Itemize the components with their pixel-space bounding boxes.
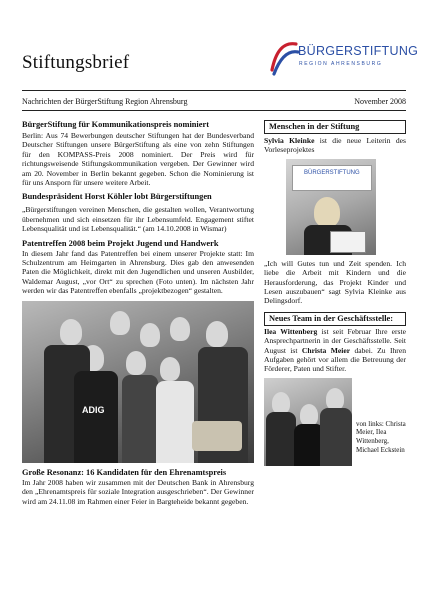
person-name-meier: Christa Meier (301, 345, 351, 355)
logo-mark-icon (268, 40, 300, 76)
box-team-heading: Neues Team in der Geschäftsstelle: (264, 312, 406, 326)
box-menschen-quote: „Ich will Gutes tun und Zeit spenden. Ich liebe die Arbeit mit Kindern und die Herausforderung, das Projekt Kinder und Lesen auszubauen“ sagt Sylvia Kleinke aus Delingsdorf. (264, 258, 406, 306)
article-koehler-text: „Bürgerstiftungen vereinen Menschen, die gestalten wollen, Verantwortung übernehmen und sich einsetzen für ihr Lebensumfeld. Engagement stiftet Lebensqualität und ist Lebensqualität.“ (am 14.10.2008 in Wismar) (22, 205, 254, 234)
article-kompass-heading: BürgerStiftung für Kommunikationspreis nominiert (22, 120, 209, 129)
article-kompass-text: Berlin: Aus 74 Bewerbungen deutscher Stiftungen hat der Bundesverband Deutscher Stiftungen unsere BürgerStiftung als eine von zehn Stiftungen für den KOMPASS-Preis 2008 nominiert. Der Preis wird für richtungsweisende Stiftungskommunikation vergeben. Der Gewinner wird am 20. November in Berlin bekannt gegeben. Schon die Nominierung ist für uns Ansporn für unsere weitere Arbeit. (22, 131, 254, 188)
box-menschen-intro (264, 136, 406, 155)
header-subtitle: Nachrichten der BürgerStiftung Region Ahrensburg (22, 97, 188, 106)
group-photo (22, 301, 254, 463)
foundation-logo (268, 40, 419, 80)
header-rule-bottom (22, 110, 406, 111)
header-date: November 2008 (354, 97, 406, 106)
kleinke-photo (286, 159, 376, 255)
logo-region-text: REGION AHRENSBURG (299, 61, 383, 67)
article-koehler-heading: Bundespräsident Horst Köhler lobt Bürgerstiftungen (22, 192, 212, 202)
article-patentreffen-heading: Patentreffen 2008 beim Projekt Jugend und Handwerk (22, 238, 219, 248)
box-menschen-heading: Menschen in der Stiftung (264, 120, 406, 134)
article-ehrenamt-heading: Große Resonanz: 16 Kandidaten für den Ehrenamtspreis (22, 467, 227, 477)
article-ehrenamt-text: Im Jahr 2008 haben wir zusammen mit der Deutschen Bank in Ahrensburg den „Ehrenamtspreis für soziale Integration ausgeschrieben“. Der Gewinner wird am 24.11.08 im Rahmen einer Feier in Bargteheide bekannt gegeben. (22, 477, 254, 506)
team-photo-caption: von links: Christa Meier, Ilea Wittenberg, Michael Eckstein (356, 419, 406, 454)
box-team-text-part1: ist seit Februar Ihre erste Ansprechpartnerin in der Geschäftsstelle. Seit August ist (264, 326, 406, 355)
box-menschen-intro-text: ist die neue Leiterin des Vorleseprojektes (264, 136, 407, 155)
person-name-kleinke: Sylvia Kleinke (264, 136, 315, 145)
team-photo (264, 378, 352, 466)
box-team-text (264, 327, 406, 374)
kleinke-photo-sign-text: BÜRGERSTIFTUNG (304, 169, 360, 176)
main-column (22, 120, 254, 506)
newsletter-title: Stiftungsbrief (22, 52, 130, 73)
logo-brand-text: BÜRGERSTIFTUNG (298, 44, 419, 58)
photo-shirt-text: ADIG (82, 404, 105, 415)
box-team-text-part2: dabei. Zu Ihren Aufgaben gehört vor allem die Betreuung der Förderer, Paten und Stifter. (264, 345, 406, 374)
person-name-wittenberg: Ilea Wittenberg (264, 326, 318, 336)
header-rule-top (22, 90, 406, 91)
article-patentreffen-text: In diesem Jahr fand das Patentreffen bei einem unserer Projekte statt: Im Schulzentrum am Heimgarten in Ahrensburg. Dies gab den anwesenden Paten die Möglichkeit, direkt mit den Jugendlichen und unseren Ausbilder, Waldemar August, „vor Ort“ zu sprechen (Foto unten). Im nächsten Jahr werden wir das Patentreffen ebenfalls „projektbezogen“ gestalten. (22, 248, 254, 296)
side-column (264, 120, 406, 466)
